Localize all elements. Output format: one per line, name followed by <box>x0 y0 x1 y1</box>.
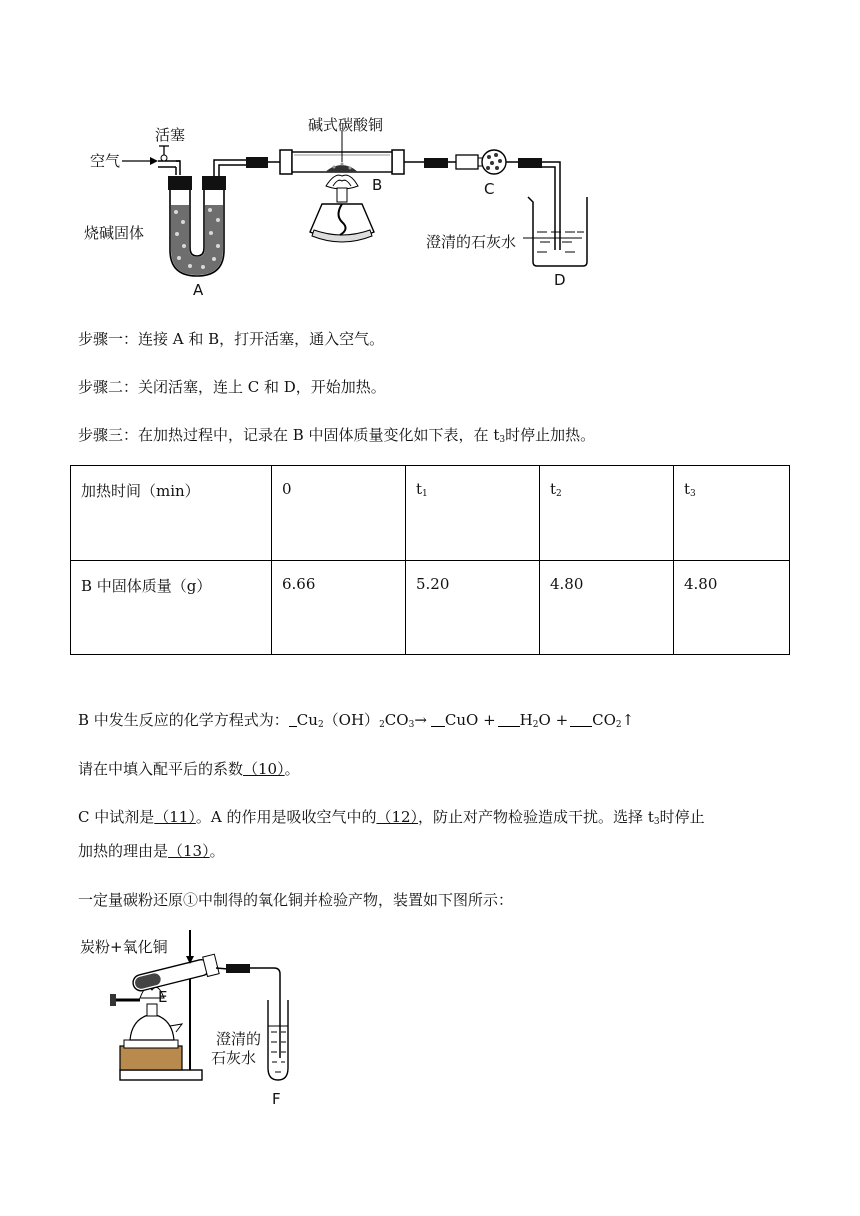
mass-table <box>70 465 790 655</box>
blank-coef-1 <box>289 712 297 727</box>
letter-b: B <box>372 176 383 194</box>
formula-co: CO <box>384 711 409 729</box>
letter-a: A <box>193 281 204 299</box>
table-cell: 4.80 <box>540 560 674 655</box>
question-10 <box>78 758 300 780</box>
step-three-text: 步骤三：在加热过程中，记录在 B 中固体质量变化如下表，在 t <box>78 426 500 444</box>
q13-end: 。 <box>209 842 225 860</box>
blank-coef-3 <box>498 712 520 727</box>
label-valve: 活塞 <box>155 126 186 144</box>
t-sub: 2 <box>556 489 562 499</box>
q12-text: 。A 的作用是吸收空气中的 <box>195 808 377 826</box>
formula-sub: 2 <box>615 720 622 730</box>
q13-text-cont: 加热的理由是 <box>78 842 169 860</box>
label-limewater: 澄清的石灰水 <box>426 233 517 251</box>
question-11-13 <box>78 806 705 833</box>
table-row <box>71 560 790 655</box>
formula-oh: （OH） <box>323 711 380 729</box>
blank-12: （12） <box>376 808 419 826</box>
letter-e: E <box>158 988 168 1006</box>
label-carbon-copper-oxide: 炭粉+氧化铜 <box>80 938 168 956</box>
t-label: t <box>550 480 557 498</box>
reaction-arrow: → <box>414 711 427 729</box>
formula-sub: 2 <box>317 720 324 730</box>
q10-end: 。 <box>284 760 300 778</box>
table-header-time: 加热时间（min） <box>71 466 272 561</box>
table-header-mass: B 中固体质量（g） <box>71 560 272 655</box>
letter-f: F <box>272 1090 281 1108</box>
blank-13: （13） <box>168 842 210 860</box>
letter-c: C <box>484 180 495 198</box>
t-sub: 3 <box>690 489 696 499</box>
formula-sub: 3 <box>408 720 415 730</box>
q10-text: 请在中填入配平后的系数 <box>78 760 244 778</box>
label-limewater-2b: 石灰水 <box>211 1049 257 1067</box>
q12-text-cont: ，防止对产物检验造成干扰。选择 t <box>418 808 654 826</box>
label-caustic-soda: 烧碱固体 <box>84 224 145 242</box>
formula-sub: 2 <box>379 720 385 730</box>
step-three <box>78 424 595 451</box>
formula-h: H <box>519 711 533 729</box>
letter-d: D <box>554 271 566 289</box>
gas-arrow: ↑ <box>621 711 635 729</box>
t-sub: 1 <box>422 489 428 499</box>
formula-co2: CO <box>592 711 616 729</box>
t3-sub: 3 <box>653 817 660 827</box>
apparatus-diagram-1 <box>0 0 860 300</box>
step-three-sub: 3 <box>499 435 506 445</box>
label-air: 空气 <box>90 152 121 170</box>
step-one: 步骤一：连接 A 和 B，打开活塞，通入空气。 <box>78 330 385 348</box>
equation-prefix: B 中发生反应的化学方程式为： <box>78 711 289 729</box>
t-label: t <box>684 480 691 498</box>
blank-10: （10） <box>243 760 285 778</box>
intro-experiment-2: 一定量碳粉还原①中制得的氧化铜并检验产物，装置如下图所示： <box>78 891 514 909</box>
table-cell: 0 <box>272 466 406 561</box>
table-cell <box>674 466 790 561</box>
blank-coef-4 <box>570 712 592 727</box>
formula-sub: 2 <box>532 720 539 730</box>
table-cell: 4.80 <box>674 560 790 655</box>
blank-11: （11） <box>154 808 196 826</box>
t-label: t <box>416 480 423 498</box>
formula-cuo: CuO + <box>444 711 496 729</box>
label-limewater-2a: 澄清的 <box>216 1030 262 1048</box>
label-basic-copper-carbonate: 碱式碳酸铜 <box>308 116 384 134</box>
formula-o: O + <box>538 711 569 729</box>
table-cell: 5.20 <box>406 560 540 655</box>
table-cell <box>540 466 674 561</box>
table-row <box>71 466 790 561</box>
blank-coef-2 <box>431 712 445 727</box>
question-13-line2 <box>78 840 225 862</box>
q13-text: 时停止 <box>659 808 705 826</box>
q11-text: C 中试剂是 <box>78 808 155 826</box>
table-cell <box>406 466 540 561</box>
step-three-end: 时停止加热。 <box>505 426 596 444</box>
table-cell: 6.66 <box>272 560 406 655</box>
step-two: 步骤二：关闭活塞，连上 C 和 D，开始加热。 <box>78 378 386 396</box>
reaction-equation <box>78 709 634 736</box>
formula-cu: Cu <box>296 711 318 729</box>
